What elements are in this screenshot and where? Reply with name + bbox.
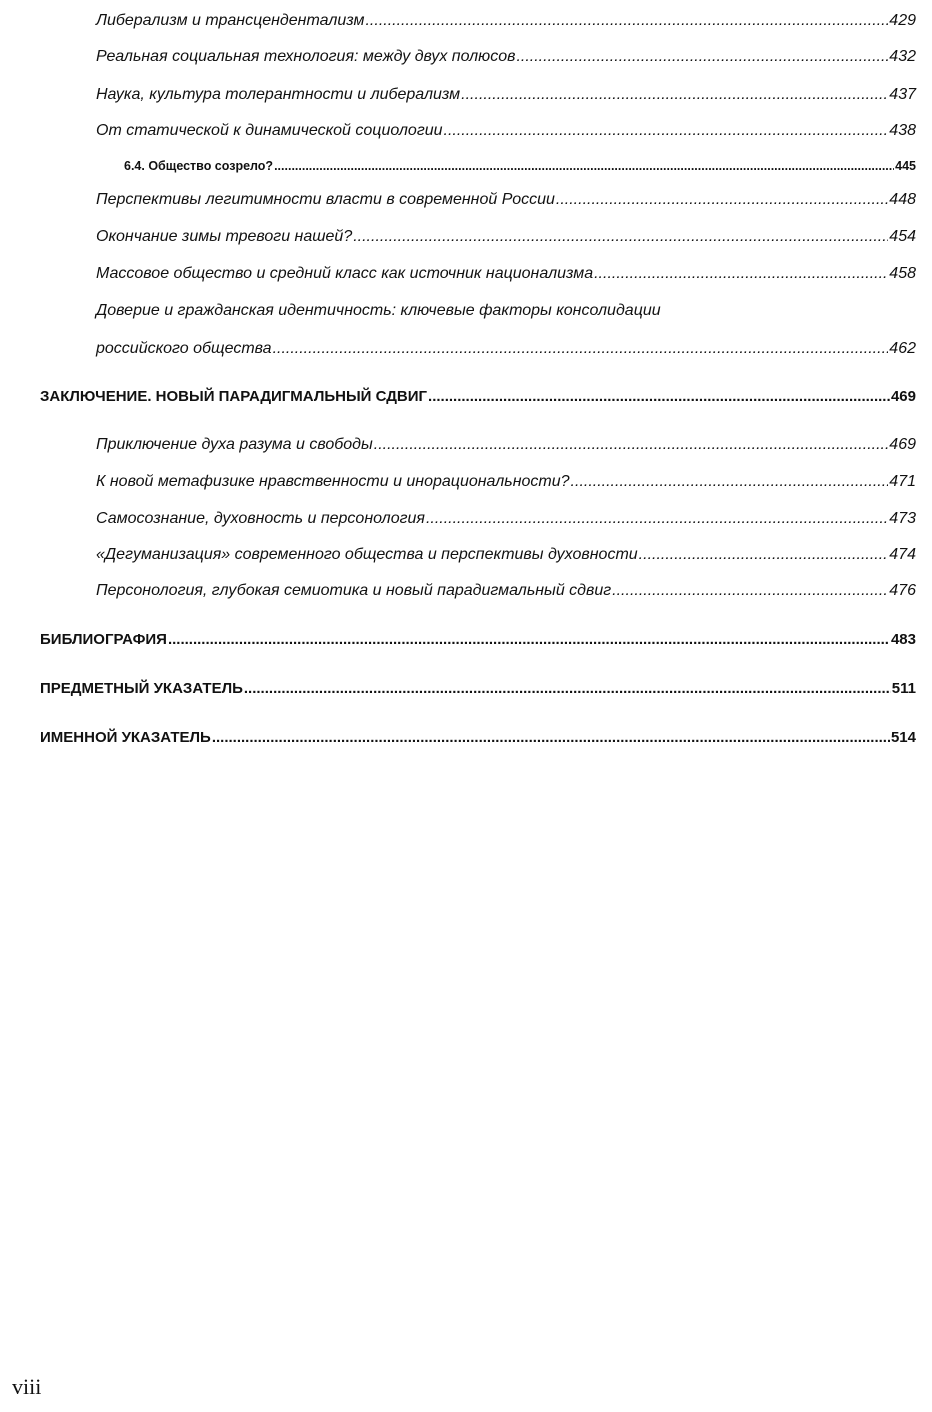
toc-entry-page: 476 xyxy=(889,582,916,599)
toc-entry-page: 458 xyxy=(889,265,916,282)
toc-entry-page: 445 xyxy=(895,159,916,173)
toc-entry xyxy=(96,582,916,600)
toc-leader-dots xyxy=(594,265,888,283)
toc-leader-dots xyxy=(612,582,888,600)
toc-entry-title: Персонология, глубокая семиотика и новый парадигмальный сдвиг xyxy=(96,582,612,599)
toc-entry-title: БИБЛИОГРАФИЯ xyxy=(40,631,167,648)
toc-entry-chapter xyxy=(40,680,916,697)
toc-leader-dots xyxy=(426,510,888,528)
toc-entry-page: 514 xyxy=(890,729,916,746)
toc-entry-page: 473 xyxy=(889,510,916,527)
toc-entry-title: Окончание зимы тревоги нашей? xyxy=(96,228,353,245)
toc-entry-title: Массовое общество и средний класс как источник национализма xyxy=(96,265,594,282)
toc-leader-dots xyxy=(556,191,888,209)
toc-leader-dots xyxy=(428,388,890,405)
toc-leader-dots xyxy=(244,680,891,697)
toc-leader-dots xyxy=(212,729,890,746)
toc-entry-title-line1: Доверие и гражданская идентичность: ключевые факторы консолидации xyxy=(96,302,661,319)
toc-entry xyxy=(96,228,916,246)
toc-entry-page: 469 xyxy=(890,388,916,405)
toc-entry-title: От статической к динамической социологии xyxy=(96,122,443,139)
toc-entry xyxy=(96,546,916,564)
toc-entry xyxy=(96,340,916,358)
toc-entry-page: 437 xyxy=(889,86,916,103)
toc-entry-section xyxy=(124,159,916,173)
toc-entry-chapter xyxy=(40,729,916,746)
toc-leader-dots xyxy=(571,473,889,491)
toc-entry-page: 432 xyxy=(889,48,916,65)
toc-entry-title: Самосознание, духовность и персонология xyxy=(96,510,425,527)
toc-entry-page: 429 xyxy=(889,12,916,29)
toc-entry xyxy=(96,510,916,528)
toc-entry-title: 6.4. Общество созрело? xyxy=(124,159,274,173)
toc-entry-title: ЗАКЛЮЧЕНИЕ. НОВЫЙ ПАРАДИГМАЛЬНЫЙ СДВИГ xyxy=(40,388,428,405)
toc-entry-page: 462 xyxy=(889,340,916,357)
toc-entry-page: 471 xyxy=(889,473,916,490)
toc-entry-page: 448 xyxy=(889,191,916,208)
toc-entry xyxy=(96,473,916,491)
toc-entry-title: Либерализм и трансцендентализм xyxy=(96,12,365,29)
toc-entry xyxy=(96,122,916,140)
toc-entry xyxy=(96,12,916,30)
toc-entry-title: Наука, культура толерантности и либерализм xyxy=(96,86,461,103)
toc-leader-dots xyxy=(365,12,888,30)
toc-leader-dots xyxy=(461,86,888,104)
toc-entry-title: Реальная социальная технология: между двух полюсов xyxy=(96,48,516,65)
toc-leader-dots xyxy=(353,228,888,246)
toc-entry-title: Перспективы легитимности власти в современной России xyxy=(96,191,555,208)
toc-entry-chapter xyxy=(40,631,916,648)
toc-entry-title: Приключение духа разума и свободы xyxy=(96,436,373,453)
toc-leader-dots xyxy=(516,48,888,66)
toc-entry xyxy=(96,436,916,454)
toc-leader-dots xyxy=(639,546,889,564)
toc-entry xyxy=(96,191,916,209)
toc-entry-page: 454 xyxy=(889,228,916,245)
toc-entry-title: ИМЕННОЙ УКАЗАТЕЛЬ xyxy=(40,729,211,746)
toc-entry-title-line2: российского общества xyxy=(96,340,272,357)
toc-entry-page: 438 xyxy=(889,122,916,139)
toc-entry-page: 474 xyxy=(889,546,916,563)
toc-entry-page: 469 xyxy=(889,436,916,453)
toc-entry-chapter xyxy=(40,388,916,405)
toc-entry-title: ПРЕДМЕТНЫЙ УКАЗАТЕЛЬ xyxy=(40,680,243,697)
toc-entry xyxy=(96,265,916,283)
toc-leader-dots xyxy=(444,122,889,140)
toc-entry xyxy=(96,86,916,104)
toc-entry xyxy=(96,48,916,66)
toc-leader-dots xyxy=(374,436,889,454)
toc-entry-page: 483 xyxy=(890,631,916,648)
toc-entry-title: К новой метафизике нравственности и инорациональности? xyxy=(96,473,570,490)
toc-entry-page: 511 xyxy=(891,680,916,697)
toc-leader-dots xyxy=(273,340,889,358)
toc-leader-dots xyxy=(168,631,890,648)
page-number: viii xyxy=(12,1374,42,1399)
toc-leader-dots xyxy=(274,159,894,173)
toc-entry-title: «Дегуманизация» современного общества и перспективы духовности xyxy=(96,546,638,563)
